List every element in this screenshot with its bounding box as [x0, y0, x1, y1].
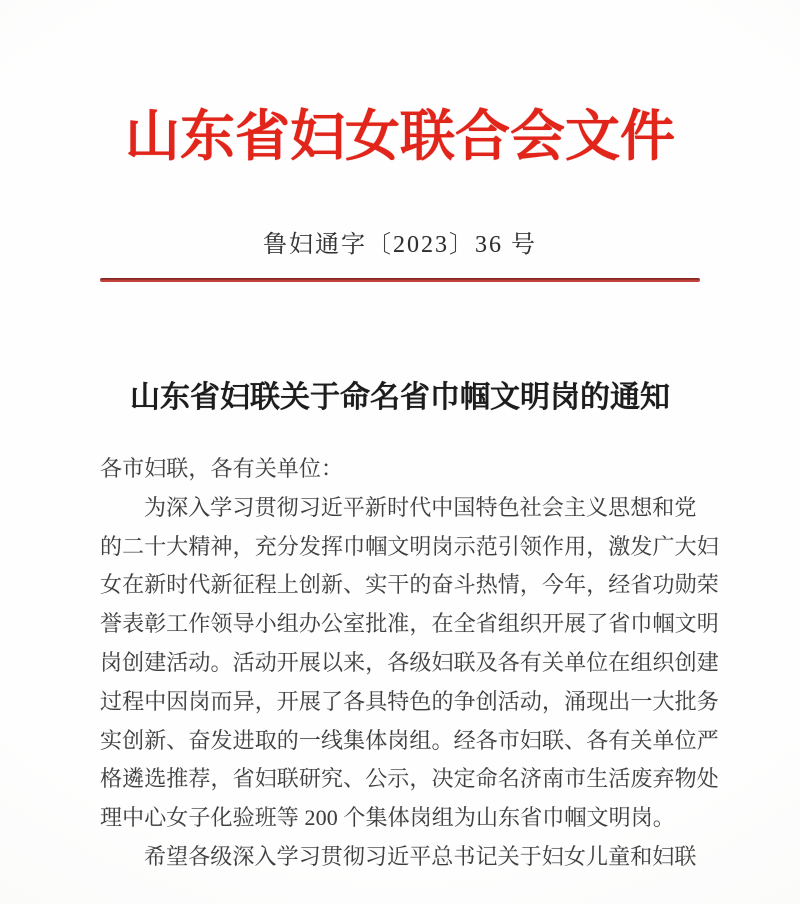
body-line: 实创新、奋发进取的一线集体岗组。经各市妇联、各有关单位严 [100, 727, 719, 753]
body-line: 的二十大精神，充分发挥巾帼文明岗示范引领作用，激发广大妇 [100, 533, 719, 559]
letterhead-org-title: 山东省妇女联合会文件 [124, 106, 675, 167]
body-line: 为深入学习贯彻习近平新时代中国特色社会主义思想和党 [144, 494, 697, 520]
body-line: 希望各级深入学习贯彻习近平总书记关于妇女儿童和妇联 [144, 843, 697, 869]
body-line: 誉表彰工作领导小组办公室批准，在全省组织开展了省巾帼文明 [100, 611, 719, 637]
notice-title: 山东省妇联关于命名省巾帼文明岗的通知 [130, 381, 670, 414]
body-line: 女在新时代新征程上创新、实干的奋斗热情，今年，经省功勋荣 [100, 572, 719, 598]
body-line: 过程中因岗而异，开展了各具特色的争创活动，涌现出一大批务 [100, 688, 719, 714]
body-line: 理中心女子化验班等 200 个集体岗组为山东省巾帼文明岗。 [100, 805, 675, 831]
document-reference-number: 鲁妇通字〔2023〕36 号 [263, 232, 537, 258]
body-line: 岗创建活动。活动开展以来，各级妇联及各有关单位在组织创建 [100, 649, 719, 675]
body-line: 格遴选推荐，省妇联研究、公示，决定命名济南市生活废弃物处 [100, 766, 719, 792]
notice-body [100, 450, 719, 877]
red-divider-line [100, 278, 700, 282]
salutation-line: 各市妇联，各有关单位： [100, 456, 344, 481]
